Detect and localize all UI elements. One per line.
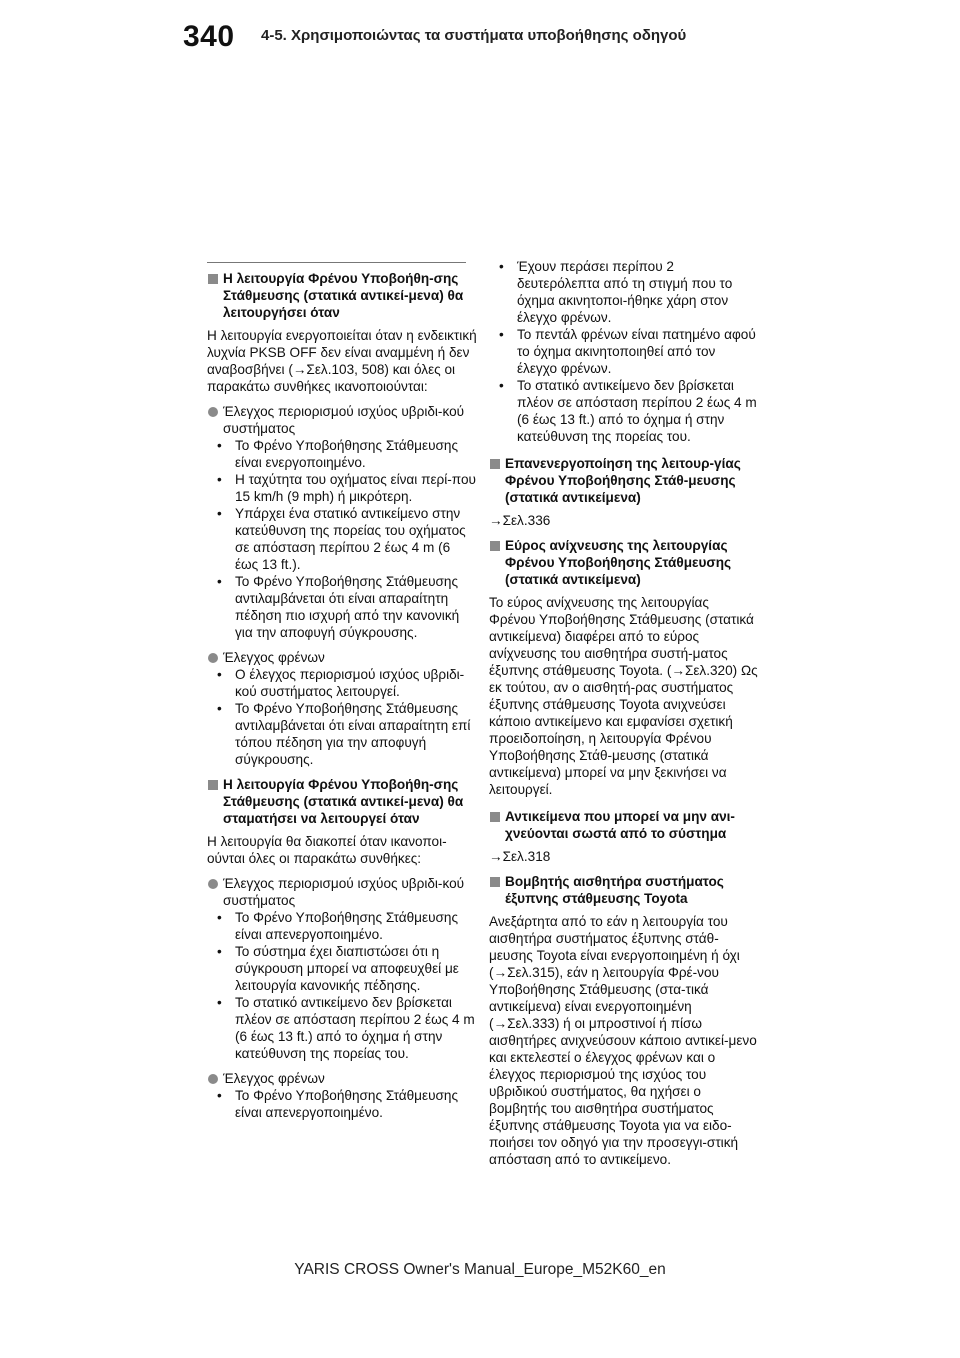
bullet-dot-icon: •: [217, 438, 222, 453]
page-reference: →Σελ.318: [489, 849, 551, 864]
section-text: Το εύρος ανίχνευσης της λειτουργίας Φρένου Υποβοήθησης Στάθμευσης (στατικά αντικείμενα) διαφέρει από το εύρος ανίχνευσης του αισθητήρα συστή-ματος έξυπνης στάθμευσης Toyota. (→Σελ.320) Ως εκ τούτου, αν ο αισθητή-ρας συστήματος έξυπνης στάθμευσης Toyota ανιχνεύσει κάποιο αντικείμενο και εμφανίσει σχετική προειδοποίηση, η λειτουργία Φρένου Υποβοήθησης Στάθ-μευσης (στατικά αντικείμενα) μπορεί να μην ξεκινήσει να λειτουργεί.: [489, 595, 758, 797]
list-item: • Το Φρένο Υποβοήθησης Στάθμευσης είναι απενεργοποιημένο.: [217, 910, 459, 942]
list-item: • Ο έλεγχος περιορισμού ισχύος υβριδι-κού συστήματος λειτουργεί.: [217, 667, 465, 699]
subsection-brake-control: Έλεγχος φρένων: [207, 649, 477, 666]
bullet-dot-icon: •: [499, 259, 504, 274]
list-item: • Το Φρένο Υποβοήθησης Στάθμευσης είναι ενεργοποιημένο.: [217, 438, 459, 470]
bullet-dot-icon: •: [217, 1088, 222, 1103]
list-item: • Το στατικό αντικείμενο δεν βρίσκεται πλέον σε απόσταση περίπου 2 έως 4 m (6 έως 13 ft.) από το όχημα ή στην κατεύθυνση της πορείας του.: [217, 995, 475, 1061]
bullet-dot-icon: •: [499, 327, 504, 342]
bullet-dot-icon: •: [217, 944, 222, 959]
bullet-dot-icon: •: [217, 910, 222, 925]
bullet-dot-icon: •: [217, 506, 222, 521]
section-header-title: 4-5. Χρησιμοποιώντας τα συστήματα υποβοήθησης οδηγού: [261, 27, 687, 44]
list-item: • Το πεντάλ φρένων είναι πατημένο αφού το όχημα ακινητοποιηθεί από τον έλεγχο φρένων.: [499, 327, 756, 376]
bullet-list: [489, 258, 759, 445]
subsection-power-limit: Έλεγχος περιορισμού ισχύος υβριδι-κού συστήματος: [207, 875, 477, 909]
section-detection-range: [489, 537, 759, 798]
circle-bullet-icon: [208, 879, 218, 889]
footer-manual-id: YARIS CROSS Owner's Manual_Europe_M52K60_en: [294, 1261, 666, 1278]
bullet-list: [207, 909, 477, 1062]
bullet-dot-icon: •: [217, 701, 222, 716]
section-heading: Αντικείμενα που μπορεί να μην ανι-χνεύονται σωστά από το σύστημα: [489, 808, 759, 842]
section-heading: Εύρος ανίχνευσης της λειτουργίας Φρένου Υποβοήθησης Στάθμευσης (στατικά αντικείμενα): [489, 537, 759, 588]
left-column: [207, 270, 477, 1127]
square-bullet-icon: [490, 877, 500, 887]
bullet-dot-icon: •: [499, 378, 504, 393]
bullet-dot-icon: •: [217, 995, 222, 1010]
list-item: • Το Φρένο Υποβοήθησης Στάθμευσης είναι απενεργοποιημένο.: [217, 1088, 459, 1120]
circle-bullet-icon: [208, 407, 218, 417]
square-bullet-icon: [208, 274, 218, 284]
header-divider: [207, 262, 466, 263]
section-heading: Επανενεργοποίηση της λειτουρ-γίας Φρένου Υποβοήθησης Στάθ-μευσης (στατικά αντικείμενα): [489, 455, 759, 506]
section-text: Η λειτουργία ενεργοποιείται όταν η ενδεικτική λυχνία PKSB OFF δεν είναι αναμμένη ή δεν αναβοσβήνει (→Σελ.103, 508) και όλες οι παρακάτω συνθήκες ικανοποιούνται:: [207, 328, 477, 394]
right-column: [489, 258, 759, 1174]
section-text: Ανεξάρτητα από το εάν η λειτουργία του αισθητήρα συστήματος έξυπνης στάθ-μευσης Toyota είναι ενεργοποιημένη ή όχι (→Σελ.315), εάν η λειτουργία Φρέ-νου Υποβοήθησης Στάθμευσης (στα-τικά αντικείμενα) είναι ενεργοποιημένη (→Σελ.333) ή οι μπροστινοί ή πίσω αισθητήρες ανιχνεύσουν κάποιο αντικεί-μενο και εκτελεστεί ο έλεγχος φρένων και ο έλεγχος περιορισμού της ισχύος του υβριδικού συστήματος, θα ηχήσει ο βομβητής του αισθητήρα συστήματος έξυπνης στάθμευσης Toyota για να ειδο-ποιήσει τον οδηγό για την προσεγγι-στική απόσταση από το αντικείμενο.: [489, 914, 757, 1167]
bullet-list: [207, 666, 477, 768]
list-item: • Το στατικό αντικείμενο δεν βρίσκεται πλέον σε απόσταση περίπου 2 έως 4 m (6 έως 13 ft.) από το όχημα ή στην κατεύθυνση της πορείας του.: [499, 378, 757, 444]
bullet-list: [207, 1087, 477, 1121]
list-item: • Το Φρένο Υποβοήθησης Στάθμευσης αντιλαμβάνεται ότι είναι απαραίτητη πέδηση πιο ισχυρή από την κανονική για την αποφυγή σύγκρουσης.: [217, 574, 460, 640]
page-number: 340: [183, 20, 235, 53]
list-item: • Το σύστημα έχει διαπιστώσει ότι η σύγκρουση μπορεί να αποφευχθεί με λειτουργία κανονικής πέδησης.: [217, 944, 459, 993]
section-text: Η λειτουργία θα διακοπεί όταν ικανοποι-ούνται όλες οι παρακάτω συνθήκες:: [207, 834, 447, 866]
list-item: • Έχουν περάσει περίπου 2 δευτερόλεπτα από τη στιγμή που το όχημα ακινητοποι-ήθηκε χάρη στον έλεγχο φρένων.: [499, 259, 733, 325]
section-heading: Η λειτουργία Φρένου Υποβοήθη-σης Στάθμευσης (στατικά αντικεί-μενα) θα σταματήσει να λειτουργεί όταν: [207, 776, 477, 827]
subsection-brake-control: Έλεγχος φρένων: [207, 1070, 477, 1087]
section-parking-brake-starts: [207, 270, 477, 768]
section-heading: Βομβητής αισθητήρα συστήματος έξυπνης στάθμευσης Toyota: [489, 873, 759, 907]
square-bullet-icon: [490, 541, 500, 551]
square-bullet-icon: [490, 812, 500, 822]
list-item: • Το Φρένο Υποβοήθησης Στάθμευσης αντιλαμβάνεται ότι είναι απαραίτητη επί τόπου πέδηση για την αποφυγή σύγκρουσης.: [217, 701, 471, 767]
bullet-dot-icon: •: [217, 472, 222, 487]
bullet-dot-icon: •: [217, 667, 222, 682]
circle-bullet-icon: [208, 653, 218, 663]
bullet-dot-icon: •: [217, 574, 222, 589]
section-parking-brake-stops: [207, 776, 477, 1121]
page-reference: →Σελ.336: [489, 513, 551, 528]
section-reactivation: [489, 455, 759, 529]
list-item: • Υπάρχει ένα στατικό αντικείμενο στην κατεύθυνση της πορείας του οχήματος σε απόσταση περίπου 2 έως 4 m (6 έως 13 ft.).: [217, 506, 466, 572]
square-bullet-icon: [490, 459, 500, 469]
square-bullet-icon: [208, 780, 218, 790]
section-heading: Η λειτουργία Φρένου Υποβοήθη-σης Στάθμευσης (στατικά αντικεί-μενα) θα λειτουργήσει όταν: [207, 270, 477, 321]
list-item: • Η ταχύτητα του οχήματος είναι περί-που 15 km/h (9 mph) ή μικρότερη.: [217, 472, 476, 504]
subsection-power-limit: Έλεγχος περιορισμού ισχύος υβριδι-κού συστήματος: [207, 403, 477, 437]
circle-bullet-icon: [208, 1074, 218, 1084]
section-undetected-objects: [489, 808, 759, 865]
bullet-list: [207, 437, 477, 641]
section-sensor-buzzer: [489, 873, 759, 1168]
